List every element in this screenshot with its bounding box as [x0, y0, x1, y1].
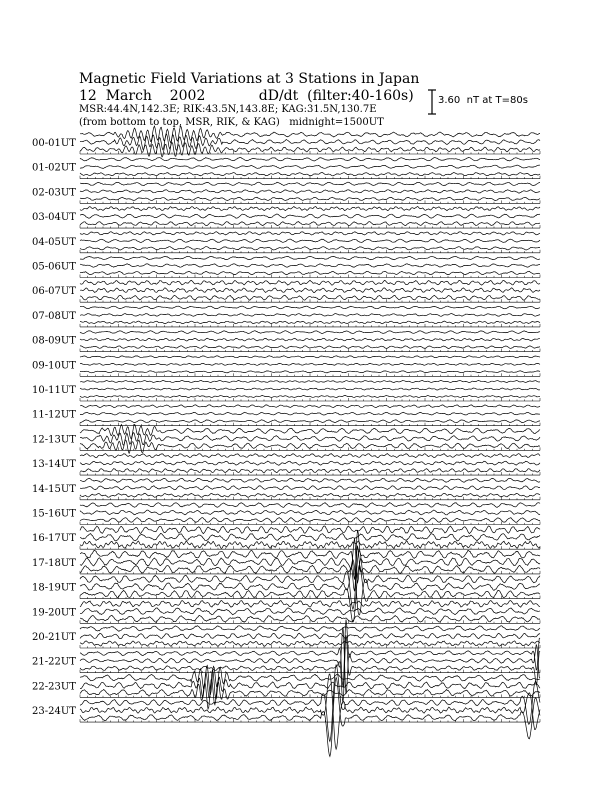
trace-rik [80, 314, 540, 317]
hour-label: 08-09UT [32, 335, 76, 347]
trace-msr [80, 440, 540, 454]
trace-rik [80, 674, 540, 749]
trace-rik [80, 633, 540, 639]
trace-msr [80, 469, 540, 473]
trace-kag [80, 306, 540, 309]
minute-ticks [80, 299, 540, 302]
hour-label: 16-17UT [32, 533, 76, 545]
trace-rik [80, 264, 540, 267]
trace-rik [80, 288, 540, 293]
trace-kag [80, 126, 540, 142]
trace-kag [80, 601, 540, 608]
trace-rik [80, 608, 540, 615]
trace-kag [80, 425, 540, 439]
hour-label: 02-03UT [32, 187, 76, 199]
chart-title: Magnetic Field Variations at 3 Stations in Japan [79, 71, 420, 87]
trace-kag [80, 158, 540, 162]
trace-msr [80, 678, 540, 757]
trace-rik [80, 338, 540, 341]
trace-rik [80, 239, 540, 242]
hour-label: 23-24UT [32, 706, 76, 718]
trace-msr [80, 493, 540, 497]
trace-rik [80, 134, 540, 150]
hour-label: 07-08UT [32, 310, 76, 322]
hour-label: 12-13UT [32, 434, 76, 446]
trace-msr [80, 371, 540, 373]
trace-kag [80, 626, 540, 632]
trace-rik [80, 363, 540, 365]
trace-kag [80, 405, 540, 408]
trace-rik [80, 510, 540, 515]
station-coordinates: MSR:44.4N,142.3E; RIK:43.5N,143.8E; KAG:31.5N,130.7E [79, 104, 377, 115]
trace-kag [80, 380, 540, 382]
minute-ticks [80, 546, 540, 549]
hour-label: 01-02UT [32, 162, 76, 174]
hour-label: 09-10UT [32, 360, 76, 372]
hour-label: 14-15UT [32, 483, 76, 495]
minute-ticks [80, 423, 540, 426]
trace-kag [80, 526, 540, 534]
hour-label: 22-23UT [32, 681, 76, 693]
chart-subtitle-date-filter: 12 March 2002 dD/dt (filter:40-160s) [79, 88, 414, 104]
trace-rik [80, 486, 540, 490]
trace-kag [80, 280, 540, 285]
trace-msr [80, 247, 540, 250]
minute-ticks [80, 645, 540, 648]
hour-label: 00-01UT [32, 138, 76, 149]
hour-label: 04-05UT [32, 236, 76, 248]
minute-ticks [80, 398, 540, 401]
hour-label: 06-07UT [32, 286, 76, 298]
trace-msr [80, 321, 540, 324]
hour-label: 17-18UT [32, 557, 76, 569]
minute-ticks [80, 225, 540, 228]
scale-bar-label: 3.60 nT at T=80s [438, 95, 528, 106]
trace-kag [80, 356, 540, 358]
hour-label: 18-19UT [32, 582, 76, 594]
trace-rik [80, 412, 540, 415]
trace-kag [80, 454, 540, 458]
minute-ticks [80, 497, 540, 500]
hour-label: 05-06UT [32, 261, 76, 273]
minute-ticks [80, 670, 540, 673]
trace-kag [80, 503, 540, 508]
trace-kag [80, 551, 540, 609]
trace-rik [80, 165, 540, 168]
hour-label: 15-16UT [32, 508, 76, 520]
hour-label: 21-22UT [32, 656, 76, 668]
trace-kag [80, 232, 540, 235]
hour-label: 03-04UT [32, 212, 76, 224]
trace-rik [80, 461, 540, 465]
hour-label: 13-14UT [32, 459, 76, 471]
trace-rik [80, 433, 540, 446]
trace-rik [80, 190, 540, 194]
trace-kag [80, 256, 540, 259]
minute-ticks [80, 275, 540, 278]
hour-label: 20-21UT [32, 632, 76, 643]
trace-msr [80, 420, 540, 423]
hour-label: 11-12UT [32, 409, 76, 421]
trace-msr [80, 197, 540, 200]
trace-kag [80, 478, 540, 482]
minute-ticks [80, 571, 540, 574]
trace-msr [80, 173, 540, 176]
minute-ticks [80, 176, 540, 179]
minute-ticks [80, 349, 540, 352]
trace-msr [80, 271, 540, 274]
minute-ticks [80, 522, 540, 525]
hour-label: 19-20UT [32, 607, 76, 619]
hour-label: 10-11UT [32, 385, 76, 396]
minute-ticks [80, 596, 540, 599]
trace-kag [80, 331, 540, 334]
trace-rik [80, 627, 540, 694]
trace-msr [80, 395, 540, 397]
trace-rik [80, 214, 540, 218]
minute-ticks [80, 200, 540, 203]
trace-kag [80, 182, 540, 185]
trace-msr [80, 222, 540, 226]
trace-rik [80, 533, 540, 541]
minute-ticks [80, 373, 540, 376]
minute-ticks [80, 324, 540, 327]
minute-ticks [80, 151, 540, 154]
minute-ticks [80, 472, 540, 475]
trace-rik [80, 388, 540, 390]
trace-kag [80, 207, 540, 211]
trace-msr [80, 346, 540, 349]
minute-ticks [80, 250, 540, 253]
station-order-note: (from bottom to top, MSR, RIK, & KAG) midnight=1500UT [79, 117, 384, 128]
